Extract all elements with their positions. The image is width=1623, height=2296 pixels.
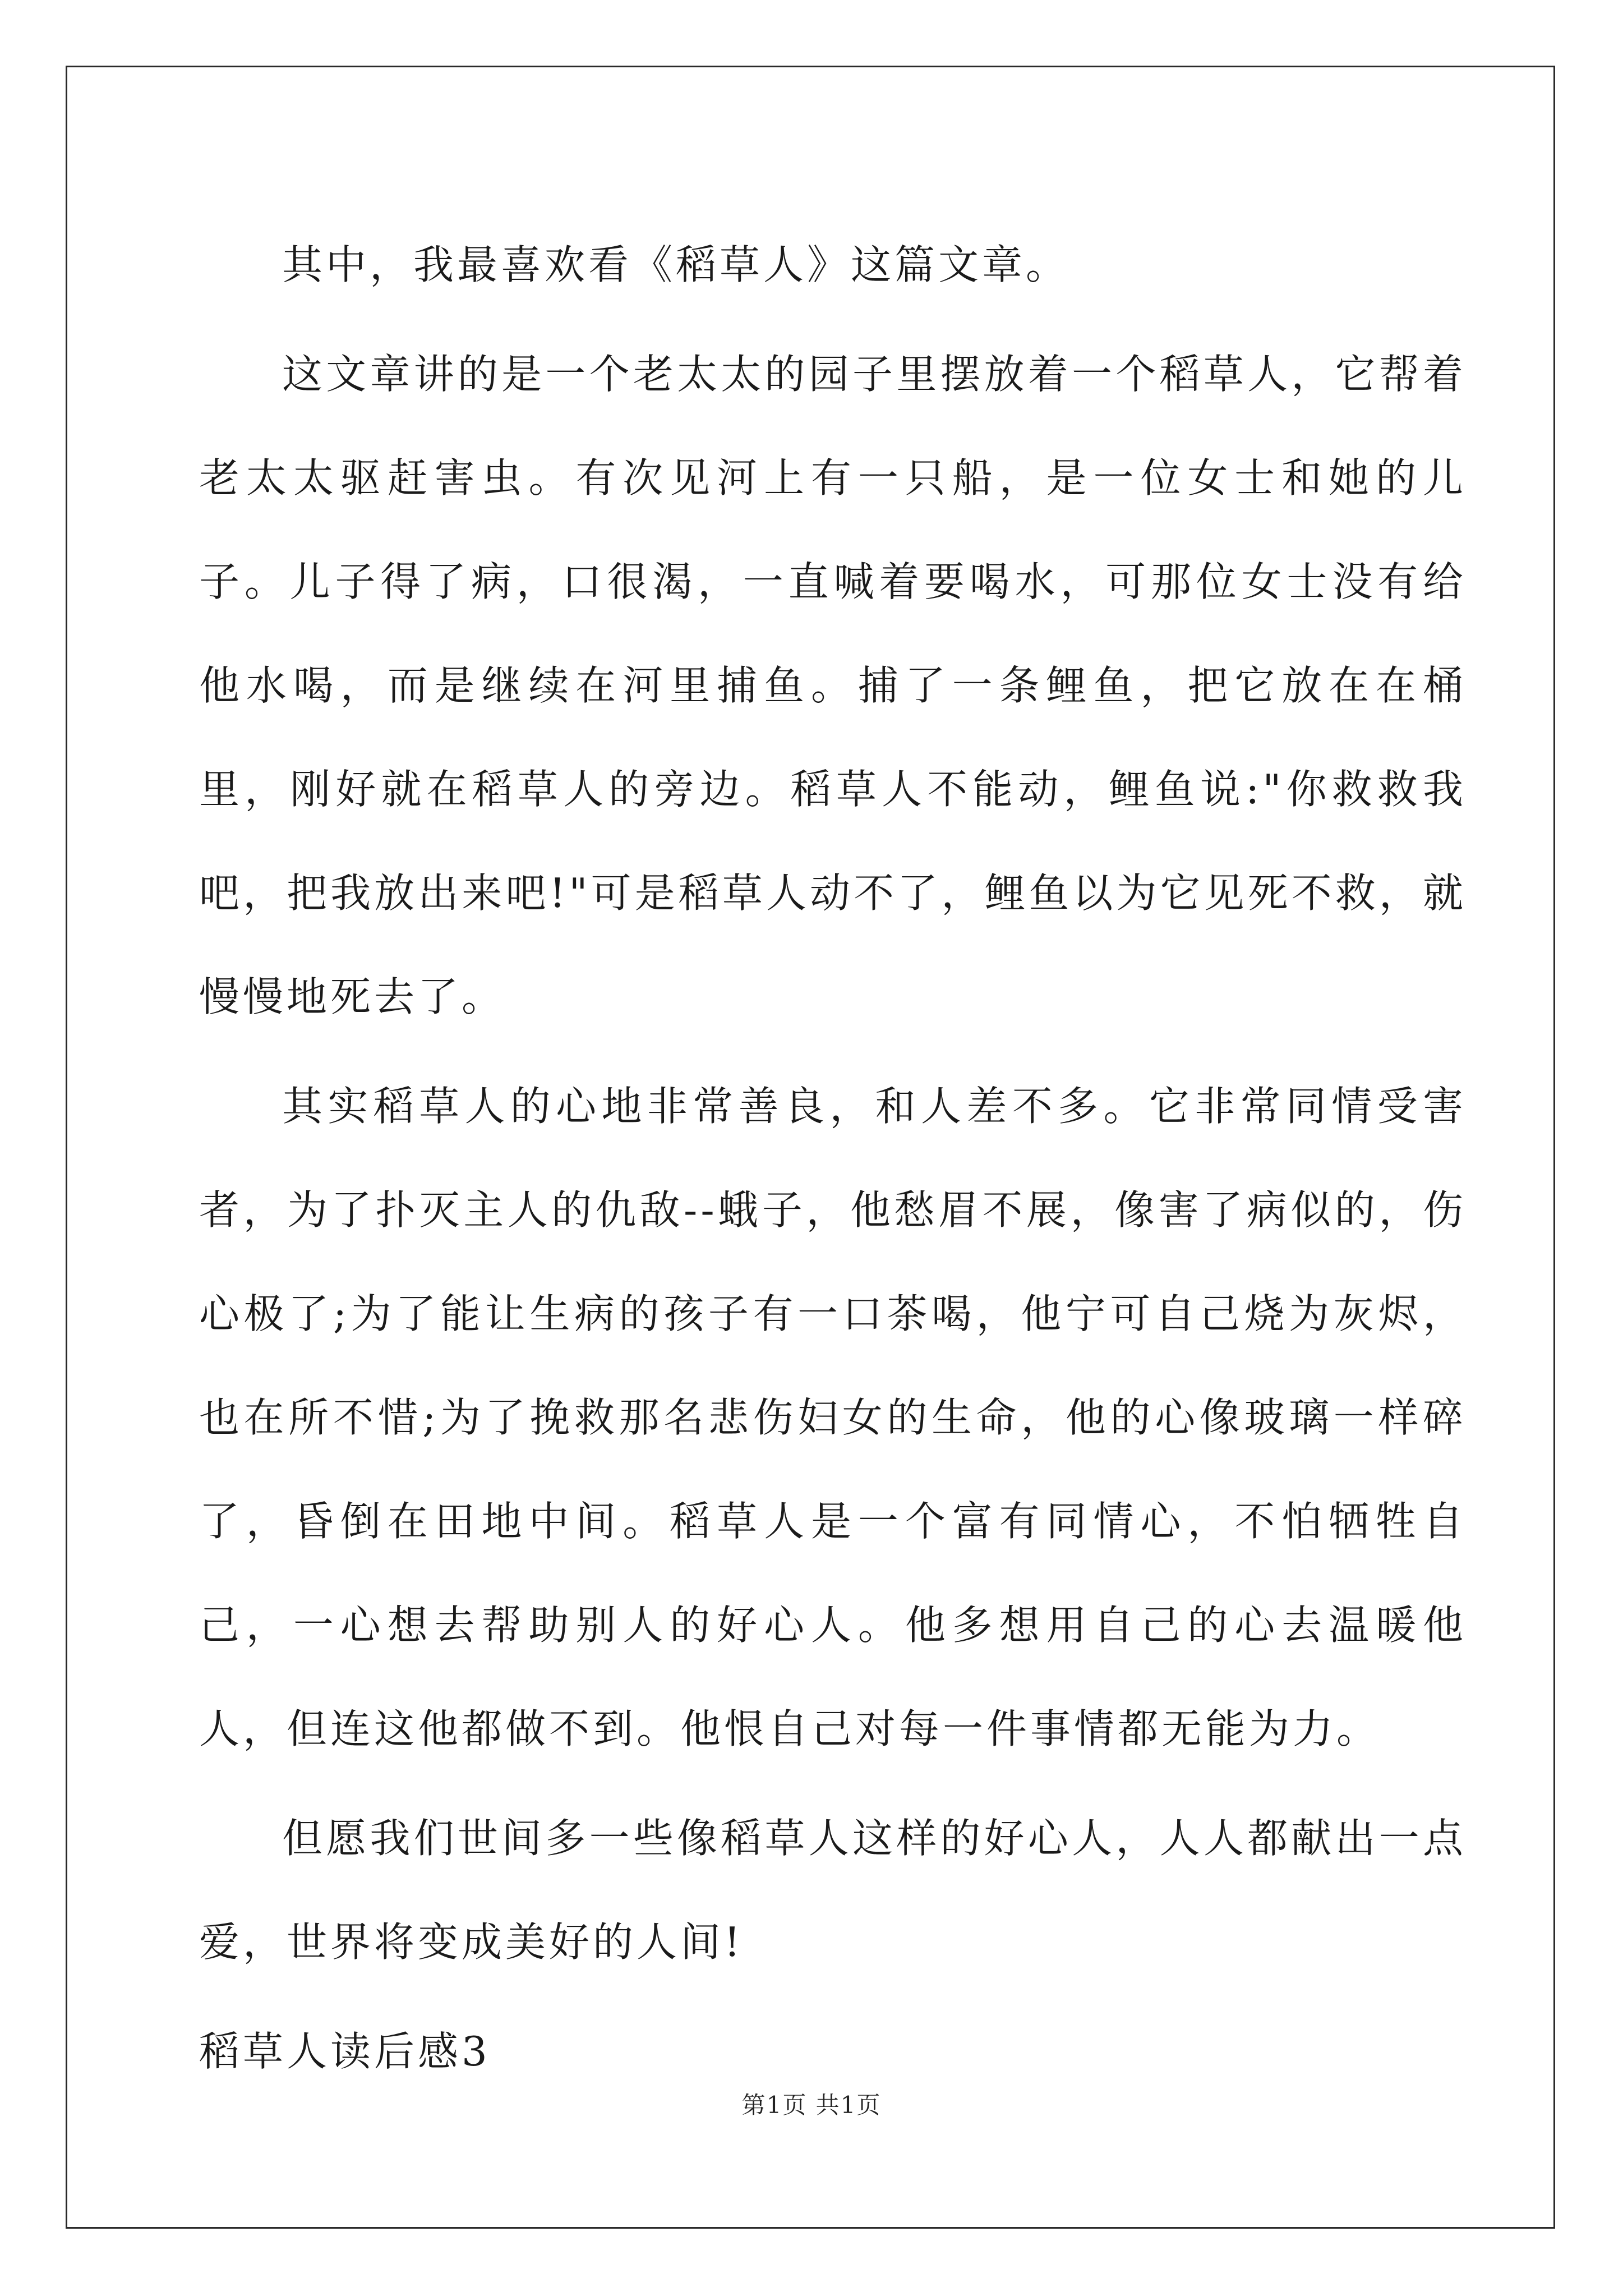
paragraph-2: 这文章讲的是一个老太太的园子里摆放着一个稻草人，它帮着老太太驱赶害虫。有次见河上有一只船，是一位女士和她的儿子。儿子得了病，口很渴，一直喊着要喝水，可那位女士没有给他水喝，而是继续在河里捕鱼。捕了一条鲤鱼，把它放在在桶里，刚好就在稻草人的旁边。稻草人不能动，鲤鱼说:"你救救我吧，把我放出来吧!"可是稻草人动不了，鲤鱼以为它见死不救，就慢慢地死去了。 (199, 351, 1467, 1020)
paragraph-1: 其中，我最喜欢看《稻草人》这篇文章。 (282, 241, 1070, 288)
document-body (199, 213, 1467, 2104)
section-heading: 稻草人读后感3 (199, 2028, 491, 2075)
page-footer: 第1页 共1页 (741, 2091, 882, 2119)
paragraph-3: 其实稻草人的心地非常善良，和人差不多。它非常同情受害者，为了扑灭主人的仇敌--蛾子，他愁眉不展，像害了病似的，伤心极了;为了能让生病的孩子有一口茶喝，他宁可自己烧为灰烬，也在所不惜;为了挽救那名悲伤妇女的生命，他的心像玻璃一样碎了，昏倒在田地中间。稻草人是一个富有同情心，不怕牺牲自己，一心想去帮助别人的好心人。他多想用自己的心去温暖他人，但连这他都做不到。他恨自己对每一件事情都无能为力。 (199, 1083, 1467, 1752)
paragraph-4: 但愿我们世间多一些像稻草人这样的好心人，人人都献出一点爱，世界将变成美好的人间! (199, 1815, 1467, 1966)
